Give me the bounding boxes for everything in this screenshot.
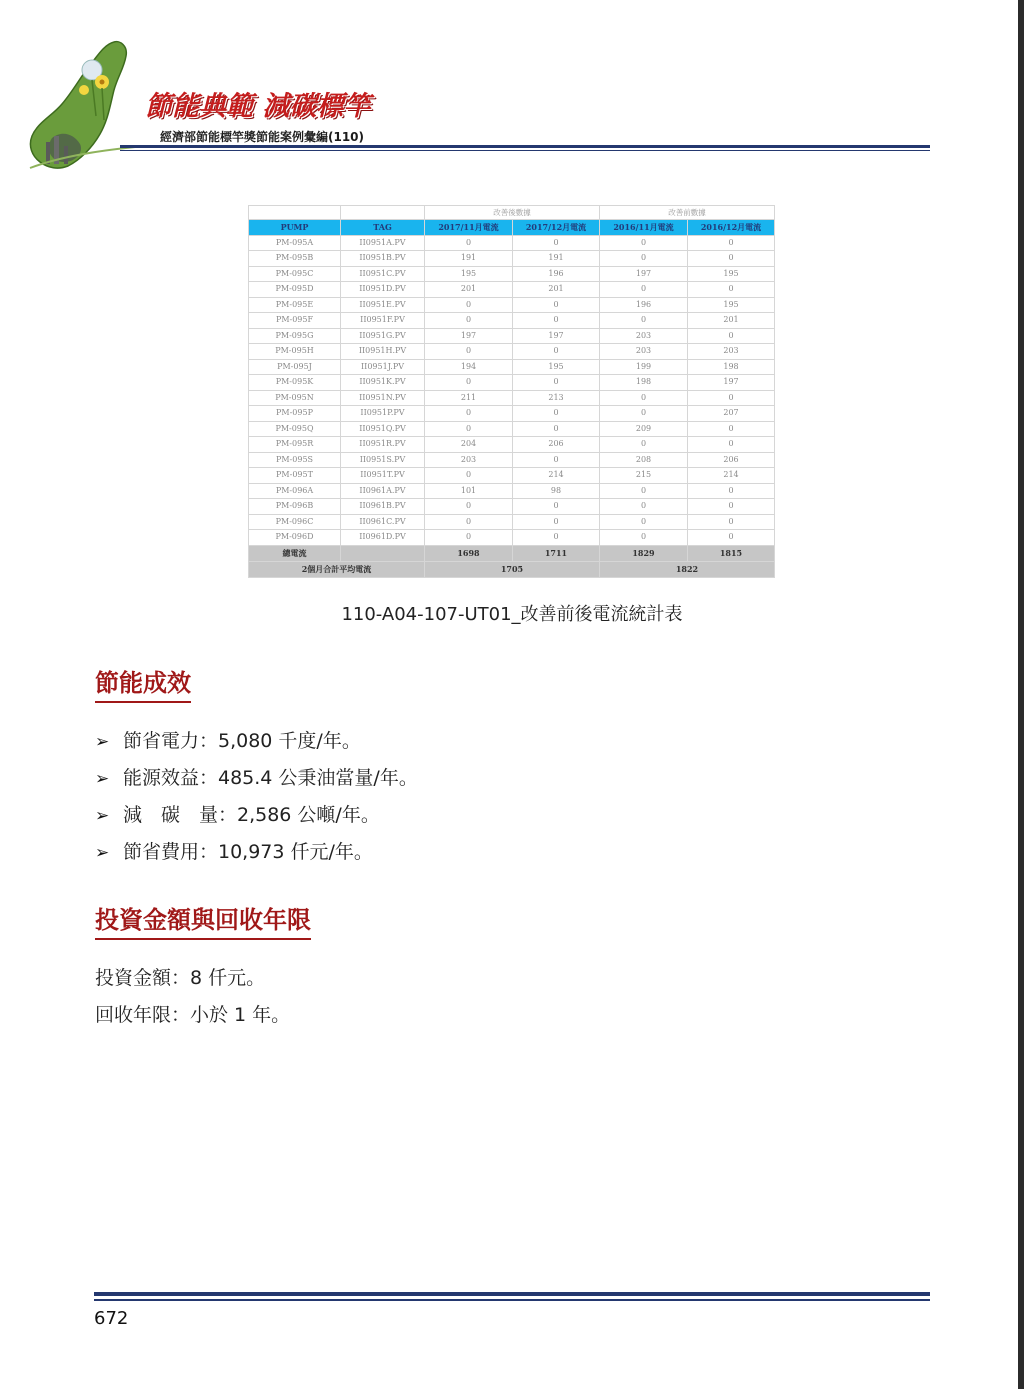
table-cell: 0 (513, 406, 600, 422)
total-value: 1815 (688, 545, 775, 561)
column-header: 2016/12月電流 (688, 220, 775, 236)
table-cell: II0951D.PV (341, 282, 425, 298)
table-cell: II0951F.PV (341, 313, 425, 329)
group-header-after: 改善後數據 (425, 206, 600, 220)
table-row (249, 468, 775, 484)
table-cell: 0 (688, 483, 775, 499)
table-row (249, 344, 775, 360)
table-row (249, 483, 775, 499)
column-header: 2016/11月電流 (600, 220, 688, 236)
column-header: TAG (341, 220, 425, 236)
table-cell: II0951H.PV (341, 344, 425, 360)
group-header-before: 改善前數據 (600, 206, 775, 220)
table-cell: PM-095J (249, 359, 341, 375)
table-cell: 198 (600, 375, 688, 391)
table-cell (249, 206, 341, 220)
table-cell: 0 (513, 499, 600, 515)
table-cell: 0 (688, 235, 775, 251)
table-cell: 0 (513, 375, 600, 391)
list-item (95, 797, 418, 834)
table-cell: PM-095E (249, 297, 341, 313)
table-cell: 0 (425, 514, 513, 530)
table-cell: 201 (688, 313, 775, 329)
header-subtitle: 經濟部節能標竿獎節能案例彙編(110) (160, 130, 365, 144)
table-cell: PM-096C (249, 514, 341, 530)
table-row (249, 251, 775, 267)
table-cell: 0 (688, 390, 775, 406)
table-cell: II0951B.PV (341, 251, 425, 267)
investment-lines (95, 960, 290, 1034)
table-cell: PM-095K (249, 375, 341, 391)
table-cell: 0 (513, 235, 600, 251)
table-cell: 0 (425, 530, 513, 546)
table-cell: PM-095A (249, 235, 341, 251)
total-value: 1829 (600, 545, 688, 561)
table-cell: 191 (513, 251, 600, 267)
table-cell: II0961C.PV (341, 514, 425, 530)
table-cell: 0 (688, 437, 775, 453)
table-cell: 197 (600, 266, 688, 282)
table-cell: 197 (425, 328, 513, 344)
list-item (95, 723, 418, 760)
table-cell: 0 (425, 406, 513, 422)
arrow-bullet-icon: ➢ (95, 732, 110, 752)
table-row (249, 313, 775, 329)
table-row (249, 530, 775, 546)
table-cell: PM-096A (249, 483, 341, 499)
table-cell: 206 (688, 452, 775, 468)
table-row (249, 514, 775, 530)
table-cell: 209 (600, 421, 688, 437)
table-cell: 0 (425, 375, 513, 391)
table-cell: 201 (425, 282, 513, 298)
table-cell: 0 (425, 344, 513, 360)
arrow-bullet-icon: ➢ (95, 843, 110, 863)
total-label: 總電流 (249, 545, 341, 561)
table-cell: 0 (513, 530, 600, 546)
total-value: 1711 (513, 545, 600, 561)
table-cell: II0951T.PV (341, 468, 425, 484)
table-cell: 0 (600, 390, 688, 406)
table-cell: PM-095H (249, 344, 341, 360)
table-cell: 194 (425, 359, 513, 375)
column-header: PUMP (249, 220, 341, 236)
section-heading-investment: 投資金額與回收年限 (95, 905, 311, 940)
page-number: 672 (94, 1308, 129, 1329)
table-cell: II0951G.PV (341, 328, 425, 344)
table-cell: 211 (425, 390, 513, 406)
table-cell: 0 (425, 421, 513, 437)
table-cell: PM-095D (249, 282, 341, 298)
table-cell: 0 (513, 452, 600, 468)
table-cell: II0961B.PV (341, 499, 425, 515)
page-edge (1018, 0, 1024, 1389)
table-cell: 0 (513, 421, 600, 437)
table-cell: 0 (600, 251, 688, 267)
table-cell: 203 (688, 344, 775, 360)
table-cell: 203 (425, 452, 513, 468)
table-cell: PM-096D (249, 530, 341, 546)
table-cell: PM-095Q (249, 421, 341, 437)
table-cell: 198 (688, 359, 775, 375)
table-row (249, 266, 775, 282)
table-cell: 197 (513, 328, 600, 344)
table-cell: 0 (688, 282, 775, 298)
table-cell: II0951J.PV (341, 359, 425, 375)
table-row (249, 437, 775, 453)
list-item-text: 減 碳 量：2,586 公噸/年。 (123, 804, 380, 826)
average-label: 2個月合計平均電流 (249, 561, 425, 577)
table-cell: II0961A.PV (341, 483, 425, 499)
table-cell: PM-095C (249, 266, 341, 282)
table-cell: 203 (600, 344, 688, 360)
table-cell (341, 545, 425, 561)
table-cell: 0 (600, 282, 688, 298)
table-cell: 0 (688, 421, 775, 437)
list-item-text: 能源效益：485.4 公秉油當量/年。 (123, 767, 418, 789)
table-row (249, 452, 775, 468)
table-cell: 195 (425, 266, 513, 282)
table-cell: II0951A.PV (341, 235, 425, 251)
table-cell: 0 (600, 530, 688, 546)
table-cell: PM-095B (249, 251, 341, 267)
footer-rule-thin (94, 1299, 930, 1301)
table-cell: 197 (688, 375, 775, 391)
current-statistics-table (248, 205, 774, 578)
column-header: 2017/11月電流 (425, 220, 513, 236)
header-rule-thin (120, 150, 930, 151)
table-cell: 0 (600, 235, 688, 251)
table-cell: 0 (513, 297, 600, 313)
table-row (249, 359, 775, 375)
table-cell: 0 (600, 499, 688, 515)
table-cell: PM-095N (249, 390, 341, 406)
table-cell: 207 (688, 406, 775, 422)
table-cell: II0951P.PV (341, 406, 425, 422)
energy-savings-list (95, 723, 418, 871)
list-item-text: 節省電力：5,080 千度/年。 (123, 730, 361, 752)
table-row (249, 375, 775, 391)
table-cell: 0 (425, 468, 513, 484)
table-cell: 0 (688, 514, 775, 530)
table-cell: 101 (425, 483, 513, 499)
table-cell: 195 (688, 266, 775, 282)
table-cell: 208 (600, 452, 688, 468)
list-item-text: 節省費用：10,973 仟元/年。 (123, 841, 373, 863)
table-row (249, 328, 775, 344)
table-cell (341, 206, 425, 220)
table-cell: PM-095P (249, 406, 341, 422)
average-value: 1705 (425, 561, 600, 577)
table-cell: II0951E.PV (341, 297, 425, 313)
table-total-row (249, 545, 775, 561)
table-cell: 206 (513, 437, 600, 453)
header-rule (120, 145, 930, 148)
investment-amount: 投資金額：8 仟元。 (95, 967, 266, 989)
table-cell: II0951R.PV (341, 437, 425, 453)
table-row (249, 421, 775, 437)
arrow-bullet-icon: ➢ (95, 806, 110, 826)
list-item (95, 834, 418, 871)
table-cell: 0 (600, 437, 688, 453)
table-cell: II0951S.PV (341, 452, 425, 468)
table-cell: 196 (513, 266, 600, 282)
table-cell: PM-095G (249, 328, 341, 344)
table-cell: 191 (425, 251, 513, 267)
table-cell: 0 (513, 344, 600, 360)
table-cell: 0 (688, 530, 775, 546)
table-cell: 203 (600, 328, 688, 344)
table-cell: II0951C.PV (341, 266, 425, 282)
table-cell: 214 (688, 468, 775, 484)
table-cell: 0 (600, 406, 688, 422)
table-row (249, 235, 775, 251)
table-cell: II0951N.PV (341, 390, 425, 406)
table-cell: PM-095S (249, 452, 341, 468)
table-cell: 215 (600, 468, 688, 484)
table-cell: 0 (688, 328, 775, 344)
table-cell: 0 (513, 313, 600, 329)
table-cell: 0 (600, 514, 688, 530)
table-cell: PM-095F (249, 313, 341, 329)
average-value: 1822 (600, 561, 775, 577)
table-row (249, 297, 775, 313)
taiwan-map-logo (22, 38, 152, 178)
table-cell: II0951K.PV (341, 375, 425, 391)
table-cell: 214 (513, 468, 600, 484)
table-cell: 0 (425, 499, 513, 515)
table-group-row (249, 206, 775, 220)
table-row (249, 390, 775, 406)
table-average-row (249, 561, 775, 577)
total-value: 1698 (425, 545, 513, 561)
table-cell: 213 (513, 390, 600, 406)
table-header-row (249, 220, 775, 236)
table-cell: PM-095T (249, 468, 341, 484)
table-cell: 0 (425, 313, 513, 329)
table-cell: PM-095R (249, 437, 341, 453)
table-cell: II0951Q.PV (341, 421, 425, 437)
table-cell: 0 (600, 313, 688, 329)
table-cell: 0 (513, 514, 600, 530)
arrow-bullet-icon: ➢ (95, 769, 110, 789)
table-cell: 0 (600, 483, 688, 499)
table-cell: 199 (600, 359, 688, 375)
header-title: 節能典範 減碳標竿 (145, 91, 371, 122)
table-cell: 195 (513, 359, 600, 375)
table-caption: 110-A04-107-UT01_改善前後電流統計表 (341, 604, 683, 625)
table-row (249, 499, 775, 515)
table-cell: 0 (688, 499, 775, 515)
table-cell: 196 (600, 297, 688, 313)
table-cell: 195 (688, 297, 775, 313)
table-cell: 0 (425, 235, 513, 251)
table-cell: 204 (425, 437, 513, 453)
table-cell: 201 (513, 282, 600, 298)
table-row (249, 282, 775, 298)
section-heading-energy-savings: 節能成效 (95, 668, 191, 703)
table-cell: 0 (688, 251, 775, 267)
footer-rule (94, 1292, 930, 1296)
table-cell: II0961D.PV (341, 530, 425, 546)
column-header: 2017/12月電流 (513, 220, 600, 236)
table-cell: PM-096B (249, 499, 341, 515)
list-item (95, 760, 418, 797)
table-cell: 98 (513, 483, 600, 499)
table-row (249, 406, 775, 422)
table-cell: 0 (425, 297, 513, 313)
payback-period: 回收年限：小於 1 年。 (95, 1004, 291, 1026)
